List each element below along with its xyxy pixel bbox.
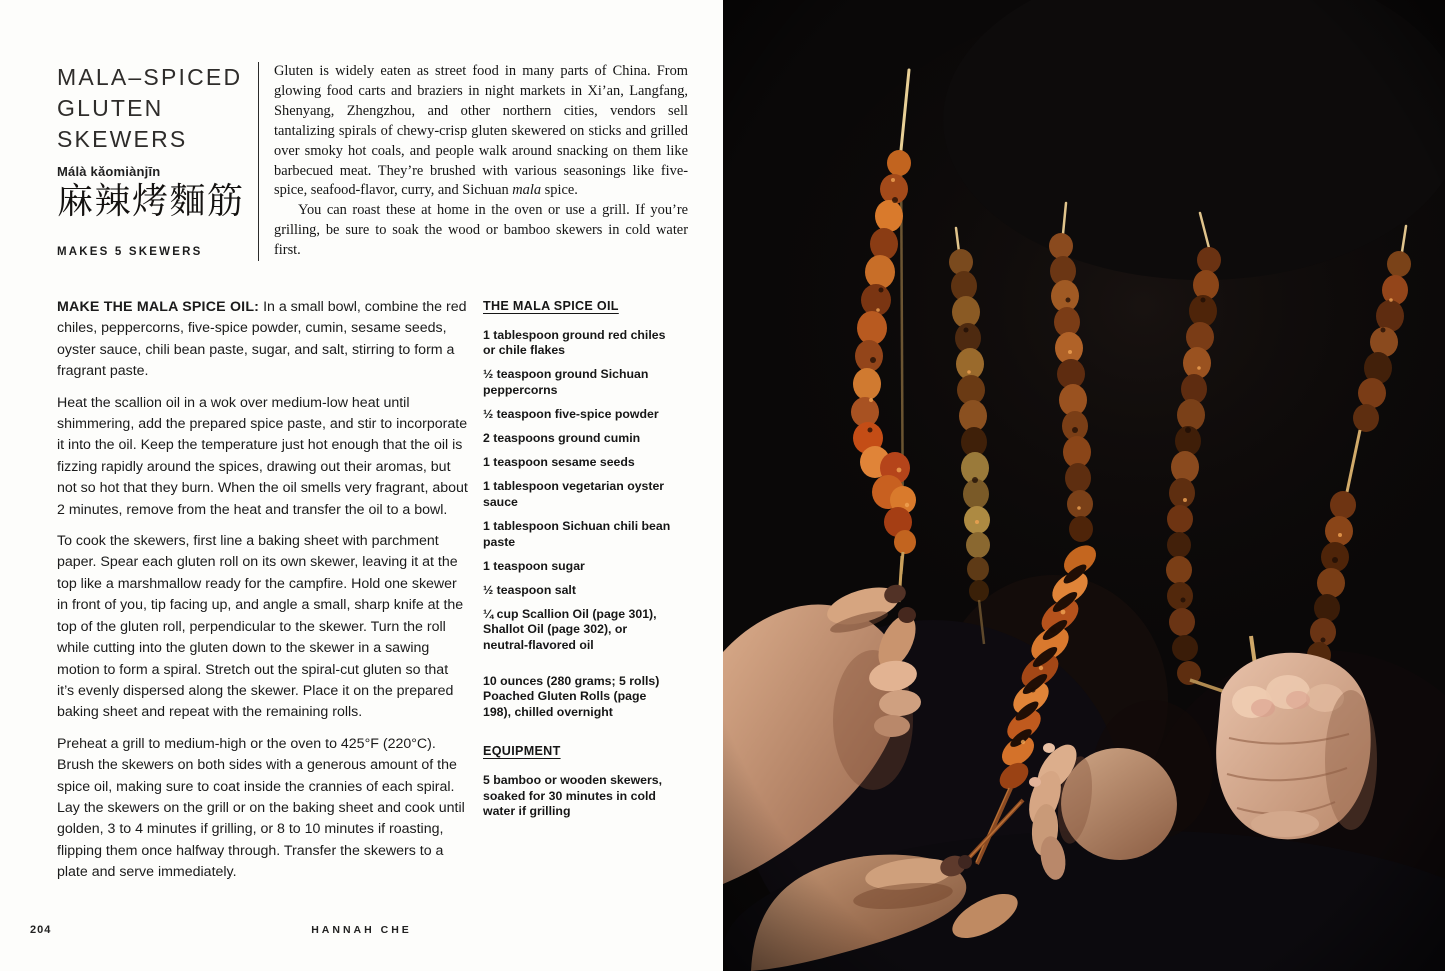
recipe-title-line-3: SKEWERS	[57, 126, 188, 152]
intro-italic-term: mala	[512, 182, 542, 199]
instruction-text: In a small bowl, combine the red chiles, peppercorns, five-spice powder, cumin, sesame seeds, oyster sauce, chili bean paste, sugar, and salt, stirring to form a fragrant paste.	[57, 299, 467, 380]
recipe-pinyin: Málà kǎomiànjīn	[57, 164, 161, 179]
ingredients-column	[483, 299, 675, 828]
ingredient-item: ½ teaspoon ground Sichuan peppercorns	[483, 367, 649, 397]
equipment-header: EQUIPMENT	[483, 744, 561, 759]
intro-text-end: spice.	[541, 182, 578, 199]
instruction-paragraph: Preheat a grill to medium-high or the oven to 425°F (220°C). Brush the skewers on both sides with a generous amount of the spice oil, making sure to coat inside the crannies of each spiral. Lay the skewers on the grill or on the baking sheet and cook until golden, 3 to 4 minutes if grilling, or 8 to 10 minutes if roasting, flipping them once halfway through. Transfer the skewers to a plate and serve immediately.	[57, 735, 465, 881]
ingredient-item-gluten-rolls: 10 ounces (280 grams; 5 rolls) Poached Gluten Rolls (page 198), chilled overnight	[483, 673, 660, 719]
ingredient-item: 1 tablespoon vegetarian oyster sauce	[483, 479, 665, 509]
ingredient-item: 1 teaspoon sesame seeds	[483, 455, 635, 470]
intro-text: Gluten is widely eaten as street food in many parts of China. From glowing food carts and braziers in night markets in Xi’an, Langfang, Shenyang, Zhengzhou, and other northern cities, vendors sell tantalizing spirals of chewy-crisp gluten skewered on sticks and grilled over smoky hot coals, and people walk around snacking on them like barbecued meat. They’re brushed with various seasonings like five-spice, seafood-flavor, curry, and Sichuan	[274, 63, 688, 199]
recipe-title-block	[57, 62, 267, 258]
recipe-title-chinese: 麻辣烤麵筋	[57, 181, 245, 222]
instruction-lead-in: MAKE THE MALA SPICE OIL:	[57, 299, 260, 315]
ingredient-item: 1 teaspoon sugar	[483, 558, 585, 573]
recipe-title-line-2: GLUTEN	[57, 95, 164, 121]
recipe-yield: MAKES 5 SKEWERS	[57, 246, 203, 258]
instruction-paragraph: To cook the skewers, first line a baking sheet with parchment paper. Spear each gluten roll on its own skewer, leaving it at the top like a marshmallow ready for the campfire. Hold one skewer in front of you, tip facing up, and angle a small, sharp knife at the top of the gluten roll, perpendicular to the skewer. Turn the roll while cutting into the gluten down to the skewer in a sawing motion to form a spiral. Stretch out the spiral-cut gluten so that it’s evenly dispersed along the skewer. Place it on the prepared baking sheet and repeat with the remaining rolls.	[57, 533, 464, 721]
photo-vignette	[723, 0, 1445, 971]
intro-paragraph-2: You can roast these at home in the oven or use a grill. If you’re grilling, be sure to soak the wood or bamboo skewers in cold water first.	[274, 202, 688, 259]
instruction-paragraph	[57, 297, 468, 383]
ingredient-item: 1 tablespoon Sichuan chili bean paste	[483, 518, 671, 549]
ingredient-item: ¼ cup Scallion Oil (page 301), Shallot Oil (page 302), or neutral-flavored oil	[483, 606, 657, 652]
skewers-photo-illustration	[723, 0, 1445, 971]
instructions-column	[57, 297, 468, 894]
ingredient-item: ½ teaspoon salt	[483, 582, 576, 597]
intro-paragraph-1	[274, 62, 688, 201]
ingredient-item: 1 tablespoon ground red chiles or chile flakes	[483, 327, 666, 358]
page-number: 204	[30, 924, 52, 936]
equipment-item: 5 bamboo or wooden skewers, soaked for 30 minutes in cold water if grilling	[483, 772, 663, 819]
running-footer-author: HANNAH CHE	[311, 924, 412, 936]
recipe-photo	[723, 0, 1445, 971]
recipe-intro	[258, 62, 688, 261]
recipe-title-line-1: MALA–SPICED	[57, 64, 243, 90]
ingredient-item: ½ teaspoon five-spice powder	[483, 406, 659, 421]
ingredient-item: 2 teaspoons ground cumin	[483, 431, 641, 446]
instruction-paragraph: Heat the scallion oil in a wok over medium-low heat until shimmering, add the prepared spice paste, and stir to incorporate it into the oil. Keep the temperature just hot enough that the oil is fizzing rapidly around the spices, drawing out their aromas, but not so hot that they burn. When the oil smells very fragrant, about 2 minutes, remove from the heat and transfer the oil to a bowl.	[57, 394, 468, 518]
ingredients-header: THE MALA SPICE OIL	[483, 299, 619, 313]
